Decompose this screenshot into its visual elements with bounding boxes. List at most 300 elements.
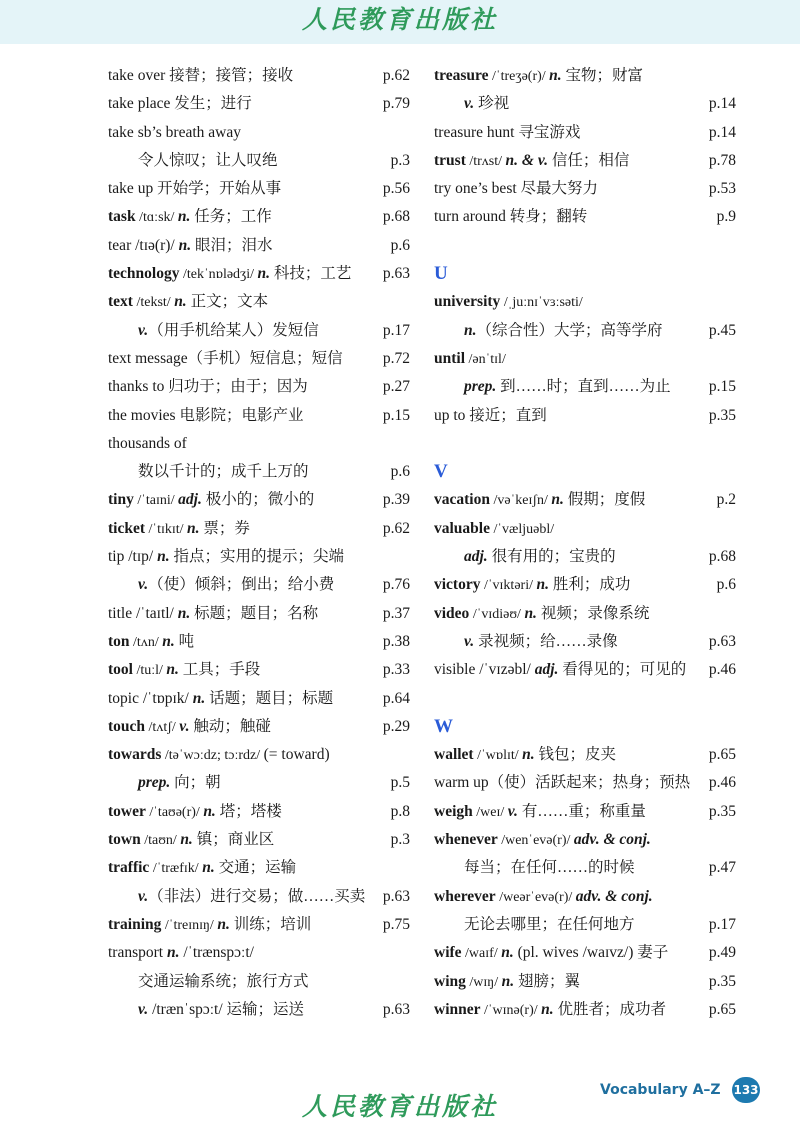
letter-heading <box>434 260 736 288</box>
entry-text <box>434 769 690 797</box>
vocab-entry <box>108 798 410 826</box>
page-reference: p.68 <box>708 548 736 566</box>
vocab-entry <box>434 656 736 684</box>
page-reference: p.78 <box>708 151 736 169</box>
definition: /trænˈspɔːt/ 运输；运送 <box>148 1000 305 1018</box>
vocab-entry <box>434 600 736 628</box>
vocab-entry <box>434 175 736 203</box>
phonetic: /trʌst/ <box>465 153 506 169</box>
plain-text: the movies 电影院；电影产业 <box>108 406 304 424</box>
vocab-entry <box>108 911 410 939</box>
vocab-entry <box>434 741 736 769</box>
part-of-speech: n. <box>177 604 191 622</box>
definition: 指点；实用的提示；尖端 <box>169 548 344 566</box>
vocab-entry <box>108 119 410 147</box>
entry-text <box>434 571 630 600</box>
headword: university <box>434 293 501 311</box>
part-of-speech: adj. <box>178 491 202 509</box>
entry-continuation <box>108 571 410 599</box>
phonetic: /taʊn/ <box>140 833 181 849</box>
page-reference: p.56 <box>382 180 410 198</box>
vocab-entry <box>434 515 736 543</box>
page-reference: p.35 <box>708 972 736 990</box>
entry-text <box>434 600 649 629</box>
vocab-entry <box>108 543 410 571</box>
page-reference: p.5 <box>390 774 410 792</box>
entry-continuation <box>108 458 410 486</box>
page-reference: p.63 <box>382 1000 410 1018</box>
entry-text <box>108 713 271 742</box>
part-of-speech: v. <box>138 887 149 905</box>
entry-text <box>434 90 509 118</box>
entry-text <box>108 883 365 911</box>
entry-text <box>108 571 334 599</box>
plain-text: try one’s best 尽最大努力 <box>434 180 599 198</box>
entry-text <box>434 741 616 770</box>
definition: 极小的；微小的 <box>201 491 315 509</box>
entry-text <box>108 430 187 458</box>
phonetic: /tuːl/ <box>132 663 167 679</box>
entry-text <box>434 317 663 345</box>
entry-text <box>108 769 221 797</box>
letter-heading <box>434 458 736 486</box>
phonetic: /wenˈevə(r)/ <box>497 833 574 849</box>
page-number-badge: 133 <box>732 1077 760 1103</box>
vocab-entry <box>108 260 410 288</box>
vocab-entry <box>434 939 736 967</box>
vocab-entry <box>434 769 736 797</box>
page-reference: p.6 <box>716 576 736 594</box>
plain-text: transport <box>108 944 167 962</box>
definition: 标题；题目；名称 <box>190 604 319 622</box>
phonetic: /weɪ/ <box>472 804 508 820</box>
entry-text <box>108 288 268 317</box>
part-of-speech: v. <box>138 576 149 594</box>
phonetic: /ˈtɪkɪt/ <box>145 521 188 537</box>
entry-text <box>108 685 333 713</box>
page-reference: p.68 <box>382 208 410 226</box>
entry-text <box>434 175 598 203</box>
headword: training <box>108 915 162 933</box>
headword: victory <box>434 576 481 594</box>
entry-text <box>434 968 580 997</box>
definition: 镇；商业区 <box>192 831 275 849</box>
vocab-entry <box>108 713 410 741</box>
vocab-entry <box>108 600 410 628</box>
definition: 胜利；成功 <box>548 576 631 594</box>
plain-text: thanks to 归功于；由于；因为 <box>108 378 308 396</box>
entry-text <box>108 119 241 147</box>
phonetic: /ˌjuːnɪˈvɜːsəti/ <box>500 295 583 311</box>
entry-text <box>108 543 344 571</box>
page-reference: p.63 <box>382 265 410 283</box>
part-of-speech: n. <box>549 67 562 84</box>
definition: 交通；运输 <box>214 859 297 877</box>
definition: 训练；培训 <box>229 915 312 933</box>
vocab-entry <box>434 486 736 514</box>
entry-text <box>434 826 651 855</box>
entry-text <box>434 147 629 176</box>
part-of-speech: n. <box>541 1000 554 1018</box>
vocab-entry <box>434 288 736 316</box>
entry-continuation <box>108 317 410 345</box>
entry-continuation <box>108 769 410 797</box>
vocab-entry <box>108 373 410 401</box>
page-reference: p.76 <box>382 576 410 594</box>
entry-text <box>434 119 580 147</box>
headword: weigh <box>434 802 473 820</box>
vocab-entry <box>108 628 410 656</box>
page-reference: p.15 <box>382 406 410 424</box>
plain-text: turn around 转身；翻转 <box>434 208 588 226</box>
entry-text <box>434 656 686 684</box>
phonetic: /təˈwɔːdz; tɔːrdz/ <box>161 748 264 764</box>
vocab-entry <box>108 854 410 882</box>
page-reference: p.35 <box>708 802 736 820</box>
page-reference: p.29 <box>382 717 410 735</box>
vocab-entry <box>108 203 410 231</box>
page-reference: p.3 <box>390 831 410 849</box>
page-reference: p.8 <box>390 802 410 820</box>
page-reference: p.14 <box>708 123 736 141</box>
entry-text <box>434 883 653 912</box>
page-reference: p.65 <box>708 746 736 764</box>
blank-line <box>434 685 736 713</box>
headword: ticket <box>108 519 146 537</box>
part-of-speech: n. <box>202 859 215 877</box>
plain-text: 交通运输系统；旅行方式 <box>138 972 309 990</box>
vocab-entry <box>108 62 410 90</box>
phonetic: /vəˈkeɪʃn/ <box>489 493 552 509</box>
page-reference: p.27 <box>382 378 410 396</box>
page-reference: p.6 <box>390 463 410 481</box>
entry-text <box>108 628 194 657</box>
entry-text <box>434 911 635 939</box>
definition: 很有用的；宝贵的 <box>487 548 616 566</box>
vocab-entry <box>108 90 410 118</box>
plain-text: tear /tɪə(r)/ <box>108 236 179 254</box>
plain-text: thousands of <box>108 434 187 452</box>
publisher-logo-top: 人民教育出版社 <box>301 5 498 34</box>
page-reference: p.35 <box>708 406 736 424</box>
vocab-entry <box>434 402 736 430</box>
part-of-speech: n. <box>464 321 477 339</box>
vocab-entry <box>108 656 410 684</box>
phonetic: /ˈwɒlɪt/ <box>473 748 523 764</box>
plain-text: topic /ˈtɒpɪk/ <box>108 689 193 707</box>
page-reference: p.45 <box>708 321 736 339</box>
plain-text: 无论去哪里；在任何地方 <box>464 915 635 933</box>
part-of-speech: n. <box>522 746 535 764</box>
page-reference: p.72 <box>382 349 410 367</box>
headword: ton <box>108 632 130 650</box>
entry-text <box>434 798 646 827</box>
part-of-speech: n. <box>166 661 179 679</box>
plain-text: warm up（使）活跃起来；热身；预热 <box>434 774 691 792</box>
publisher-logo-bottom: 人民教育出版社 <box>301 1092 498 1121</box>
headword: winner <box>434 1000 481 1018</box>
definition: /ˈtrænspɔːt/ <box>179 944 254 962</box>
entry-continuation <box>108 996 410 1024</box>
headword: video <box>434 604 470 622</box>
headword: text <box>108 293 133 311</box>
vocab-entry <box>434 826 736 854</box>
entry-continuation <box>434 317 736 345</box>
phonetic: /ˈtræfɪk/ <box>149 861 203 877</box>
page-reference: p.62 <box>382 519 410 537</box>
page-reference: p.46 <box>708 774 736 792</box>
entry-text <box>108 515 250 544</box>
plain-text: take sb’s breath away <box>108 123 241 141</box>
letter-heading-text: V <box>434 461 448 483</box>
entry-text <box>434 996 666 1025</box>
definition: 吨 <box>174 632 195 650</box>
definition: 工具；手段 <box>178 661 261 679</box>
part-of-speech: n. <box>192 689 206 707</box>
page-reference: p.49 <box>708 944 736 962</box>
entry-text <box>108 939 254 967</box>
entry-text <box>108 486 314 515</box>
entry-continuation <box>108 883 410 911</box>
part-of-speech: prep. <box>138 774 171 792</box>
definition: 正文；文本 <box>186 293 269 311</box>
part-of-speech: n. <box>551 491 564 509</box>
plain-text: take over 接替；接管；接收 <box>108 67 294 84</box>
entry-text <box>434 515 554 544</box>
part-of-speech: n. <box>178 236 192 254</box>
headword: tiny <box>108 491 134 509</box>
vocab-entry <box>108 288 410 316</box>
plain-text: visible /ˈvɪzəbl/ <box>434 661 535 679</box>
vocab-entry <box>108 939 410 967</box>
page-reference: p.47 <box>708 859 736 877</box>
entry-text <box>108 911 311 940</box>
entry-text <box>434 854 635 882</box>
vocab-entry <box>108 402 410 430</box>
entry-text <box>434 373 671 401</box>
part-of-speech: v. <box>507 802 518 820</box>
plain-text: title /ˈtaɪtl/ <box>108 604 178 622</box>
definition: 宝物；财富 <box>561 67 644 84</box>
vocab-entry <box>108 430 410 458</box>
entry-text <box>108 996 304 1024</box>
page-reference: p.14 <box>708 95 736 113</box>
definition: 话题；题目；标题 <box>205 689 334 707</box>
entry-continuation <box>108 147 410 175</box>
plain-text: take place 发生；进行 <box>108 95 252 113</box>
part-of-speech: prep. <box>464 378 497 396</box>
vocab-entry <box>108 175 410 203</box>
definition: 优胜者；成功者 <box>553 1000 667 1018</box>
headword: towards <box>108 746 162 764</box>
phonetic: /ˈtreɪnɪŋ/ <box>161 917 218 933</box>
entry-text <box>108 458 309 486</box>
vocab-entry <box>108 232 410 260</box>
plain-text: treasure hunt 寻宝游戏 <box>434 123 581 141</box>
definition: (= toward) <box>263 746 330 764</box>
part-of-speech: n. <box>180 831 193 849</box>
phonetic: /ˈwɪnə(r)/ <box>480 1002 542 1018</box>
blank-line <box>434 232 736 260</box>
headword: task <box>108 208 136 226</box>
part-of-speech: n. <box>187 519 200 537</box>
headword: treasure <box>434 67 489 84</box>
part-of-speech: n. <box>257 265 271 283</box>
entry-continuation <box>434 854 736 882</box>
page-reference: p.64 <box>382 689 410 707</box>
definition: 有……重；称重量 <box>517 802 646 820</box>
page-reference: p.38 <box>382 632 410 650</box>
part-of-speech: n. <box>174 293 187 311</box>
plain-text: tip /tɪp/ <box>108 548 158 566</box>
part-of-speech: n. <box>524 604 537 622</box>
headword: touch <box>108 717 146 735</box>
phonetic: /tekˈnɒlədʒi/ <box>179 267 258 283</box>
letter-heading-text: W <box>434 715 453 737</box>
letter-heading-text: U <box>434 263 448 285</box>
headword: wing <box>434 972 466 990</box>
part-of-speech: adv. & conj. <box>575 887 653 905</box>
page-reference: p.53 <box>708 180 736 198</box>
entry-continuation <box>434 543 736 571</box>
entry-text <box>108 175 281 203</box>
part-of-speech: adv. & conj. <box>573 831 651 849</box>
page-reference: p.2 <box>716 491 736 509</box>
vocab-entry <box>108 515 410 543</box>
part-of-speech: n. <box>536 576 549 594</box>
headword: until <box>434 349 466 367</box>
vocab-entry <box>434 147 736 175</box>
phonetic: /ˈtreʒə(r)/ <box>488 69 550 84</box>
headword: wherever <box>434 887 496 905</box>
definition: 信任；相信 <box>548 151 630 169</box>
definition: 眼泪；泪水 <box>191 236 273 254</box>
page-reference: p.9 <box>716 208 736 226</box>
phonetic: /ənˈtɪl/ <box>465 351 506 367</box>
page-reference: p.39 <box>382 491 410 509</box>
entry-text <box>434 345 506 374</box>
entry-text <box>108 968 309 996</box>
entry-text <box>108 402 303 430</box>
headword: vacation <box>434 491 490 509</box>
entry-text <box>434 628 618 656</box>
part-of-speech: n. <box>177 208 191 226</box>
vocab-entry <box>108 741 410 769</box>
part-of-speech: v. <box>138 1000 149 1018</box>
headword: trust <box>434 151 466 169</box>
part-of-speech: v. <box>464 95 475 113</box>
vocab-entry <box>434 62 736 90</box>
headword: wallet <box>434 746 474 764</box>
phonetic: /weərˈevə(r)/ <box>495 889 576 905</box>
definition: （综合性）大学；高等学府 <box>476 321 663 339</box>
part-of-speech: n. <box>162 632 175 650</box>
vocab-entry <box>434 119 736 147</box>
plain-text: 每当；在任何……的时候 <box>464 859 635 877</box>
part-of-speech: n. <box>166 944 180 962</box>
part-of-speech: n. <box>501 944 514 962</box>
page-reference: p.79 <box>382 95 410 113</box>
vocab-entry <box>434 203 736 231</box>
definition: (pl. wives /waɪvz/) 妻子 <box>513 944 669 962</box>
definition: 科技；工艺 <box>270 265 352 283</box>
entry-text <box>434 288 583 317</box>
phonetic: /tʌn/ <box>129 634 163 650</box>
vocab-entry <box>108 685 410 713</box>
part-of-speech: v. <box>464 632 475 650</box>
vocab-entry <box>108 826 410 854</box>
page-reference: p.37 <box>382 604 410 622</box>
vocab-entry <box>434 798 736 826</box>
right-column <box>434 62 736 1024</box>
vocab-entry <box>434 996 736 1024</box>
headword: tool <box>108 661 133 679</box>
part-of-speech: n. <box>157 548 170 566</box>
part-of-speech: n. & v. <box>505 151 549 169</box>
entry-text <box>434 62 643 91</box>
phonetic: /tʌtʃ/ <box>145 719 180 735</box>
definition: 票；券 <box>199 519 250 537</box>
page-reference: p.17 <box>708 915 736 933</box>
definition: （非法）进行交易；做……买卖 <box>148 887 366 905</box>
definition: 看得见的；可见的 <box>558 661 687 679</box>
phonetic: /waɪf/ <box>461 946 502 962</box>
page-reference: p.75 <box>382 915 410 933</box>
part-of-speech: n. <box>217 915 230 933</box>
page-reference: p.33 <box>382 661 410 679</box>
vocab-entry <box>108 345 410 373</box>
page-reference: p.65 <box>708 1000 736 1018</box>
phonetic: /tekst/ <box>132 295 175 311</box>
definition: 假期；度假 <box>563 491 646 509</box>
entry-text <box>108 741 330 770</box>
headword: traffic <box>108 859 150 877</box>
part-of-speech: v. <box>179 717 190 735</box>
entry-text <box>108 203 272 232</box>
definition: 珍视 <box>474 95 510 113</box>
plain-text: 数以千计的；成千上万的 <box>138 463 309 481</box>
definition: 任务；工作 <box>190 208 272 226</box>
definition: 塔；塔楼 <box>215 802 282 820</box>
entry-text <box>108 317 319 345</box>
entry-text <box>108 345 343 373</box>
entry-text <box>108 798 282 827</box>
entry-text <box>434 486 645 515</box>
entry-text <box>108 147 278 175</box>
blank-line <box>434 430 736 458</box>
entry-continuation <box>434 911 736 939</box>
definition: 钱包；皮夹 <box>534 746 617 764</box>
vocab-entry <box>434 571 736 599</box>
phonetic: /wɪŋ/ <box>465 974 502 990</box>
part-of-speech: v. <box>138 321 149 339</box>
entry-text <box>108 373 308 401</box>
entry-text <box>434 402 547 430</box>
part-of-speech: adj. <box>464 548 488 566</box>
left-column <box>108 62 410 1024</box>
entry-text <box>108 232 272 260</box>
vocab-entry <box>434 883 736 911</box>
definition: 到……时；直到……为止 <box>496 378 671 396</box>
entry-text <box>108 62 293 90</box>
entry-text <box>108 260 351 289</box>
phonetic: /tɑːsk/ <box>135 210 178 226</box>
plain-text: up to 接近；直到 <box>434 406 547 424</box>
phonetic: /ˈtaɪni/ <box>133 493 179 509</box>
headword: valuable <box>434 519 490 537</box>
part-of-speech: n. <box>203 802 216 820</box>
phonetic: /ˈvæljuəbl/ <box>489 521 555 537</box>
